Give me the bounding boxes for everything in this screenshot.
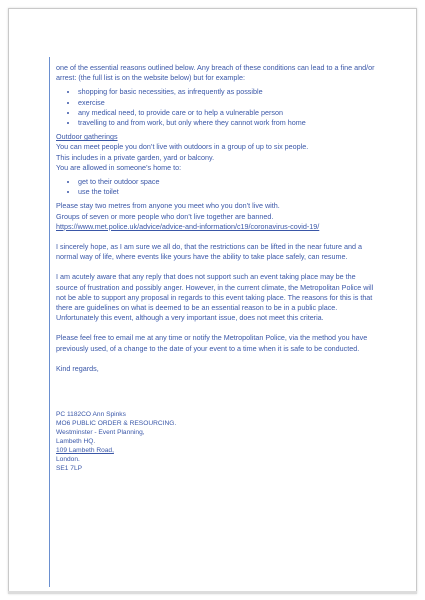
closing: Kind regards,	[56, 363, 99, 373]
hope-paragraph: I sincerely hope, as I am sure we all do, that the restrictions can be lifted in the near future and a normal way of life, where events like yours have the ability to take place safely, can resume.	[56, 242, 363, 262]
list-item: • get to their outdoor space	[78, 177, 378, 187]
signature-line: London.	[56, 456, 80, 464]
email-paragraph: Please feel free to email me at any time or notify the Metropolitan Police, via the method you have previously used, of a change to the date of your event to a time when it is safe to be conducted.	[56, 333, 368, 353]
signature-line: PC 1182CO Ann Spinks	[56, 411, 126, 419]
list-item: • any medical need, to provide care or to help a vulnerable person	[78, 108, 378, 118]
outdoor-line: This includes in a private garden, yard or balcony.	[56, 152, 215, 162]
signature-line: Lambeth HQ.	[56, 438, 96, 446]
page-edge	[8, 591, 417, 594]
outdoor-line: You can meet people you don’t live with outdoors in a group of up to six people.	[56, 142, 309, 152]
distance-line: Groups of seven or more people who don’t live together are banned.	[56, 211, 274, 221]
intro-paragraph: one of the essential reasons outlined below. Any breach of these conditions can lead to a fine and/or arrest: (the full list is on the website below) but for example:	[56, 63, 375, 83]
list-item: • travelling to and from work, but only where they cannot work from home	[78, 118, 378, 128]
outdoor-heading: Outdoor gatherings	[56, 132, 118, 142]
quote-rule	[49, 57, 50, 587]
signature-line: Westminster - Event Planning,	[56, 429, 145, 437]
signature-line: SE1 7LP	[56, 465, 83, 473]
met-police-link[interactable]: https://www.met.police.uk/advice/advice-and-information/c19/coronavirus-covid-19/	[56, 221, 320, 231]
email-body	[56, 63, 378, 473]
list-item: • shopping for basic necessities, as infrequently as possible	[78, 87, 378, 97]
aware-paragraph: I am acutely aware that any reply that does not support such an event taking place may be the source of frustration and possibly anger. However, in the current climate, the Metropolitan Police will not be able to support any proposal in regards to this event taking place. The reasons for this is that there are guidelines on what is deemed to be an essential reason to be in a public place. Unfortunately this event, although a very important issue, does not meet this criteria.	[56, 272, 374, 323]
signature-line: 109 Lambeth Road,	[56, 447, 114, 455]
outdoor-line: You are allowed in someone’s home to:	[56, 162, 182, 172]
list-item: • exercise	[78, 98, 378, 108]
home-list	[56, 177, 378, 197]
distance-line: Please stay two metres from anyone you meet who you don’t live with.	[56, 201, 280, 211]
reasons-list	[56, 87, 378, 128]
signature-block	[56, 410, 378, 473]
list-item: • use the toilet	[78, 187, 378, 197]
signature-line: MO6 PUBLIC ORDER & RESOURCING.	[56, 420, 177, 428]
